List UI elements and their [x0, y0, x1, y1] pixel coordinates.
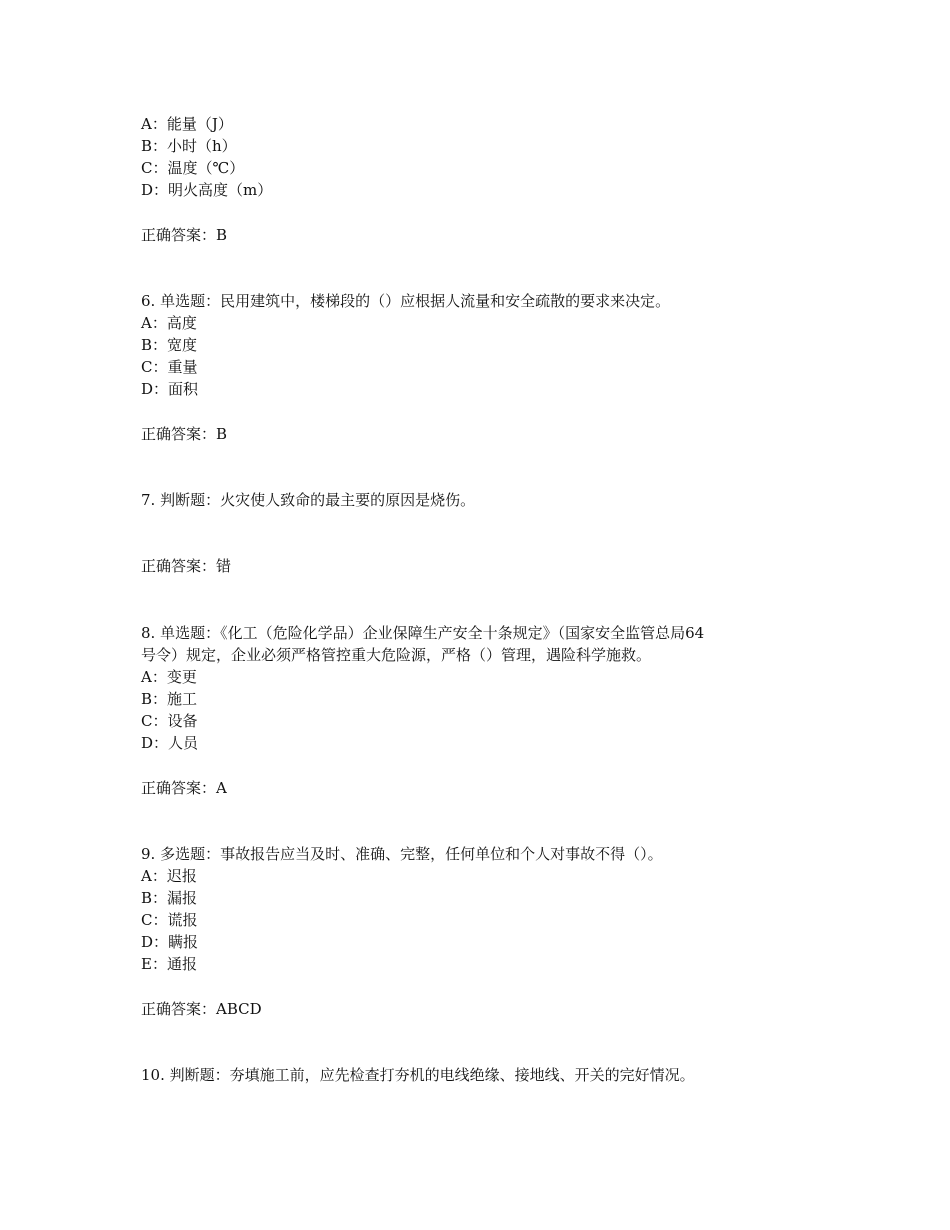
q8-option-c: C：设备 — [141, 712, 198, 730]
q5-option-d: D：明火高度（m） — [141, 181, 273, 199]
q8-answer: 正确答案：A — [141, 779, 227, 797]
q9-option-e: E：通报 — [141, 955, 197, 973]
q7-stem: 7. 判断题：火灾使人致命的最主要的原因是烧伤。 — [141, 491, 476, 509]
q5-option-b: B：小时（h） — [141, 137, 237, 155]
q9-answer: 正确答案：ABCD — [141, 1000, 262, 1018]
q6-option-c: C：重量 — [141, 358, 198, 376]
q8-option-a: A：变更 — [141, 668, 197, 686]
q5-option-a: A：能量（J） — [141, 115, 233, 133]
q9-stem: 9. 多选题：事故报告应当及时、准确、完整，任何单位和个人对事故不得（）。 — [141, 845, 663, 863]
q6-answer: 正确答案：B — [141, 425, 228, 443]
q7-answer: 正确答案：错 — [141, 557, 232, 575]
q6-option-b: B：宽度 — [141, 336, 198, 354]
q8-option-b: B：施工 — [141, 690, 198, 708]
q8-stem-line-2: 号令）规定，企业必须严格管控重大危险源，严格（）管理，遇险科学施救。 — [141, 646, 652, 664]
q5-option-c: C：温度（℃） — [141, 159, 245, 177]
q10-stem: 10. 判断题：夯填施工前，应先检查打夯机的电线绝缘、接地线、开关的完好情况。 — [141, 1066, 695, 1084]
q6-stem: 6. 单选题：民用建筑中，楼梯段的（）应根据人流量和安全疏散的要求来决定。 — [141, 292, 671, 310]
q9-option-a: A：迟报 — [141, 867, 197, 885]
q9-option-c: C：谎报 — [141, 911, 198, 929]
q8-stem-line-1: 8. 单选题：《化工（危险化学品）企业保障生产安全十条规定》（国家安全监管总局64 — [141, 624, 705, 642]
q6-option-a: A：高度 — [141, 314, 197, 332]
q5-answer: 正确答案：B — [141, 226, 228, 244]
q9-option-b: B：漏报 — [141, 889, 198, 907]
q9-option-d: D：瞒报 — [141, 933, 199, 951]
q6-option-d: D：面积 — [141, 380, 199, 398]
q8-option-d: D：人员 — [141, 734, 199, 752]
